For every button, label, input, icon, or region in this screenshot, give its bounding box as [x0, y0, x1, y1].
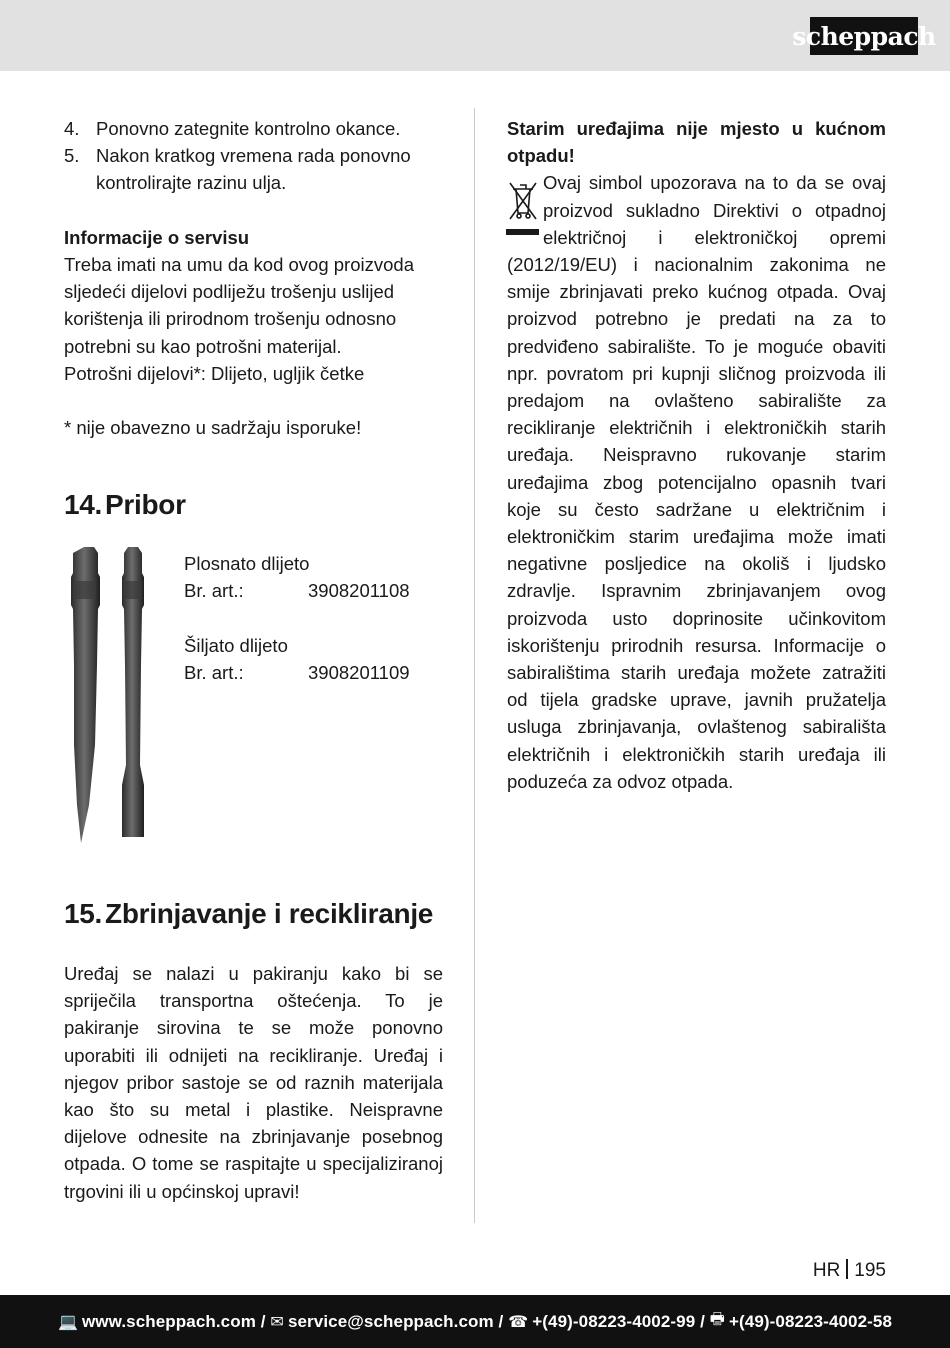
weee-text: Ovaj simbol upozorava na to da se ovaj proizvod sukladno Direktivi o otpadnoj električnoj i elektroničkoj opremi (2012/19/EU) i nacionalnim zakonima ne smije zbrinjavati preko kućnog otpada. Ovaj proizvod potrebno je predati na za to predviđeno sabiralište. To je moguće obaviti npr. povratom pri kupnji sličnog proizvoda ili predajom na ovlašteno sabiralište za recikliranje električnih i elektroničkih starih uređaja. Neispravno rukovanje starim uređajima zbog potencijalno opasnih tvari koje su često sadržane u električnim i elektroničkim starim uređajima može imati negativne posljedice na okoliš i ljudsko zdravlje. Ispravnim zbrinjavanjem ovog proizvoda usto doprinosite učinkovitom iskorištenju prirodnih resursa. Informacije o sabiralištima starih uređaja možete zatražiti od tijela gradske uprave, javnih pružatelja usluga zbrinjavanja, ovlaštenog sabirališta električnih i elektroničkih starih uređaja ili poduzeća za odvoz otpada. — [507, 172, 886, 792]
accessories-heading — [64, 489, 186, 521]
footer-phone: +(49)-08223-4002-99 / — [532, 1311, 705, 1331]
article-number: 3908201108 — [308, 580, 410, 602]
step-text: Nakon kratkog vremena rada ponovno kontrolirajte razinu ulja. — [96, 145, 411, 194]
accessory-name: Plosnato dlijeto — [184, 553, 310, 574]
article-label: Br. art.: — [184, 580, 244, 602]
section-number: 14. — [64, 489, 103, 520]
section-title: Pribor — [105, 489, 186, 520]
page-number — [813, 1259, 886, 1282]
page-number-value: 195 — [854, 1260, 886, 1281]
computer-icon: 💻 — [57, 1313, 78, 1331]
step-number: 5. — [64, 145, 80, 167]
footnote: * nije obavezno u sadržaju isporuke! — [64, 417, 362, 439]
footer-bar — [0, 1295, 950, 1348]
step-item — [64, 115, 443, 142]
footer-email[interactable]: service@scheppach.com / — [287, 1311, 504, 1331]
accessories-area — [64, 545, 474, 845]
article-number: 3908201109 — [308, 661, 410, 683]
header-bar — [0, 0, 950, 71]
disposal-heading — [64, 898, 443, 930]
step-number: 4. — [64, 118, 80, 139]
scheppach-logo: scheppach — [810, 17, 918, 55]
footer-website[interactable]: www.scheppach.com / — [81, 1311, 266, 1331]
footer-fax: +(49)-08223-4002-58 — [728, 1311, 893, 1331]
article-row — [184, 577, 410, 604]
telephone-icon: ☎ — [508, 1313, 529, 1331]
weee-heading: Starim uređajima nije mjesto u kućnom otpadu! — [507, 118, 886, 167]
chisels-image — [64, 545, 154, 845]
accessories-list — [184, 550, 410, 686]
fax-icon: 🖶 — [709, 1311, 725, 1328]
language-code: HR — [812, 1260, 841, 1281]
column-divider — [474, 108, 475, 1223]
article-label: Br. art.: — [184, 661, 244, 683]
service-heading: Informacije o servisu — [64, 226, 250, 248]
section-number: 15. — [64, 898, 103, 929]
envelope-icon: ✉ — [270, 1313, 284, 1331]
step-item — [64, 142, 443, 196]
accessory-name: Šiljato dlijeto — [184, 634, 288, 656]
step-text: Ponovno zategnite kontrolno okance. — [96, 118, 401, 139]
service-text: Treba imati na umu da kod ovog proizvoda sljedeći dijelovi podliježu trošenju uslijed korištenja ili prirodnom trošenju odnosno potrebni su kao potrošni materijal. — [64, 254, 414, 357]
section-title: Zbrinjavanje i recikliranje — [105, 898, 434, 929]
disposal-text: Uređaj se nalazi u pakiranju kako bi se spriječila transportna oštećenja. To je pakiranje sirovina te se može ponovno uporabiti ili odnijeti na recikliranje. Uređaj i njegov pribor sastoje se od raznih materijala kao što su metal i plastike. Neispravne dijelove odnesite na zbrinjavanje posebnog otpada. O tome se raspitajte u specijaliziranoj trgovini ili u općinskoj upravi! — [64, 963, 443, 1202]
weee-bin-icon — [505, 175, 541, 245]
consumables-text: Potrošni dijelovi*: Dlijeto, ugljik četke — [64, 362, 365, 384]
disposal-section — [64, 898, 443, 1205]
left-column — [64, 115, 443, 441]
article-row — [184, 659, 410, 686]
right-column — [507, 115, 886, 795]
